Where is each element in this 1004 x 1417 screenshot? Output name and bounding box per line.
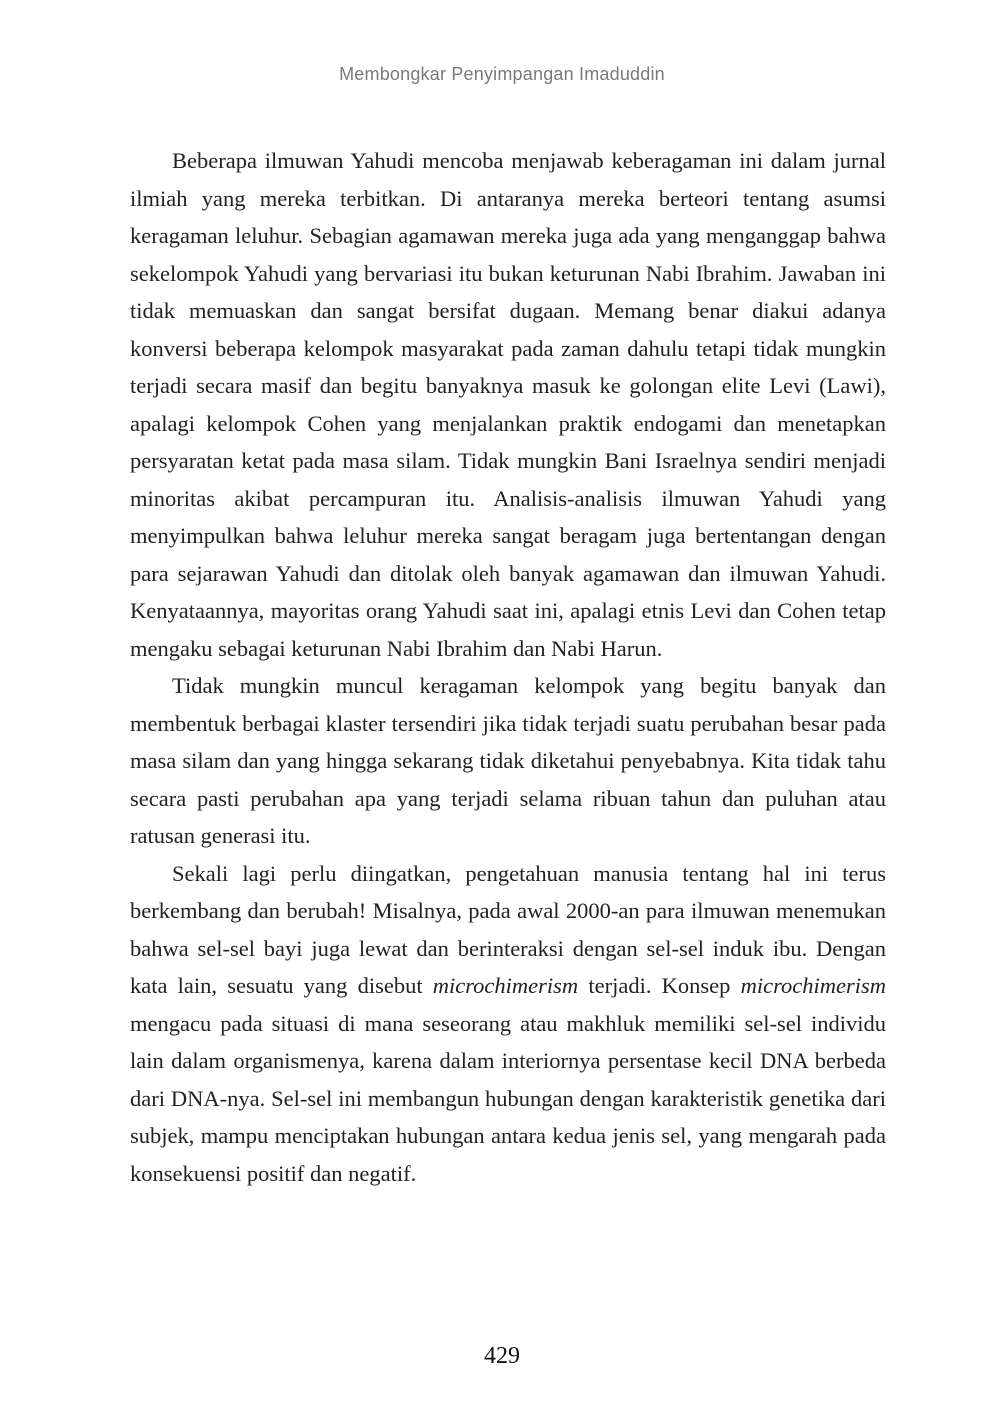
paragraph <box>130 855 886 1193</box>
paragraph <box>130 142 886 667</box>
paragraph <box>130 667 886 855</box>
paragraph-text: terjadi. Konsep <box>578 973 741 998</box>
paragraph-text: Sekali lagi perlu diingatkan, pengetahuan manusia tentang hal ini terus berkembang dan berubah! Misalnya, pada awal 2000-an para ilmuwan menemukan bahwa sel-sel bayi juga lewat dan berinteraksi dengan sel-sel induk ibu. Dengan kata lain, sesuatu yang disebut <box>130 860 886 998</box>
italic-term: microchimerism <box>432 973 579 998</box>
italic-term: microchimerism <box>740 973 886 998</box>
page-number: 429 <box>484 1343 520 1369</box>
paragraph-text: Tidak mungkin muncul keragaman kelompok yang begitu banyak dan membentuk berbagai klaster tersendiri jika tidak terjadi suatu perubahan besar pada masa silam dan yang hingga sekarang tidak diketahui penyebabnya. Kita tidak tahu secara pasti perubahan apa yang terjadi selama ribuan tahun dan puluhan atau ratusan generasi itu. <box>130 673 886 848</box>
running-header: Membongkar Penyimpangan Imaduddin <box>339 64 665 84</box>
paragraph-text: Beberapa ilmuwan Yahudi mencoba menjawab keberagaman ini dalam jurnal ilmiah yang mereka terbitkan. Di antaranya mereka berteori tentang asumsi keragaman leluhur. Sebagian agamawan mereka juga ada yang menganggap bahwa sekelompok Yahudi yang bervariasi itu bukan keturunan Nabi Ibrahim. Jawaban ini tidak memuaskan dan sangat bersifat dugaan. Memang benar diakui adanya konversi beberapa kelompok masyarakat pada zaman dahulu tetapi tidak mungkin terjadi secara masif dan begitu banyaknya masuk ke golongan elite Levi (Lawi), apalagi kelompok Cohen yang menjalankan praktik endogami dan menetapkan persyaratan ketat pada masa silam. Tidak mungkin Bani Israelnya sendiri menjadi minoritas akibat percampuran itu. Analisis-analisis ilmuwan Yahudi yang menyimpulkan bahwa leluhur mereka sangat beragam juga bertentangan dengan para sejarawan Yahudi dan ditolak oleh banyak agamawan dan ilmuwan Yahudi. Kenyataannya, mayoritas orang Yahudi saat ini, apalagi etnis Levi dan Cohen tetap mengaku sebagai keturunan Nabi Ibrahim dan Nabi Harun. <box>130 148 886 661</box>
body-text <box>130 142 886 1192</box>
paragraph-text: mengacu pada situasi di mana seseorang atau makhluk memiliki sel-sel individu lain dalam organismenya, karena dalam interiornya persentase kecil DNA berbeda dari DNA-nya. Sel-sel ini membangun hubungan dengan karakteristik genetika dari subjek, mampu menciptakan hubungan antara kedua jenis sel, yang mengarah pada konsekuensi positif dan negatif. <box>130 1010 886 1186</box>
